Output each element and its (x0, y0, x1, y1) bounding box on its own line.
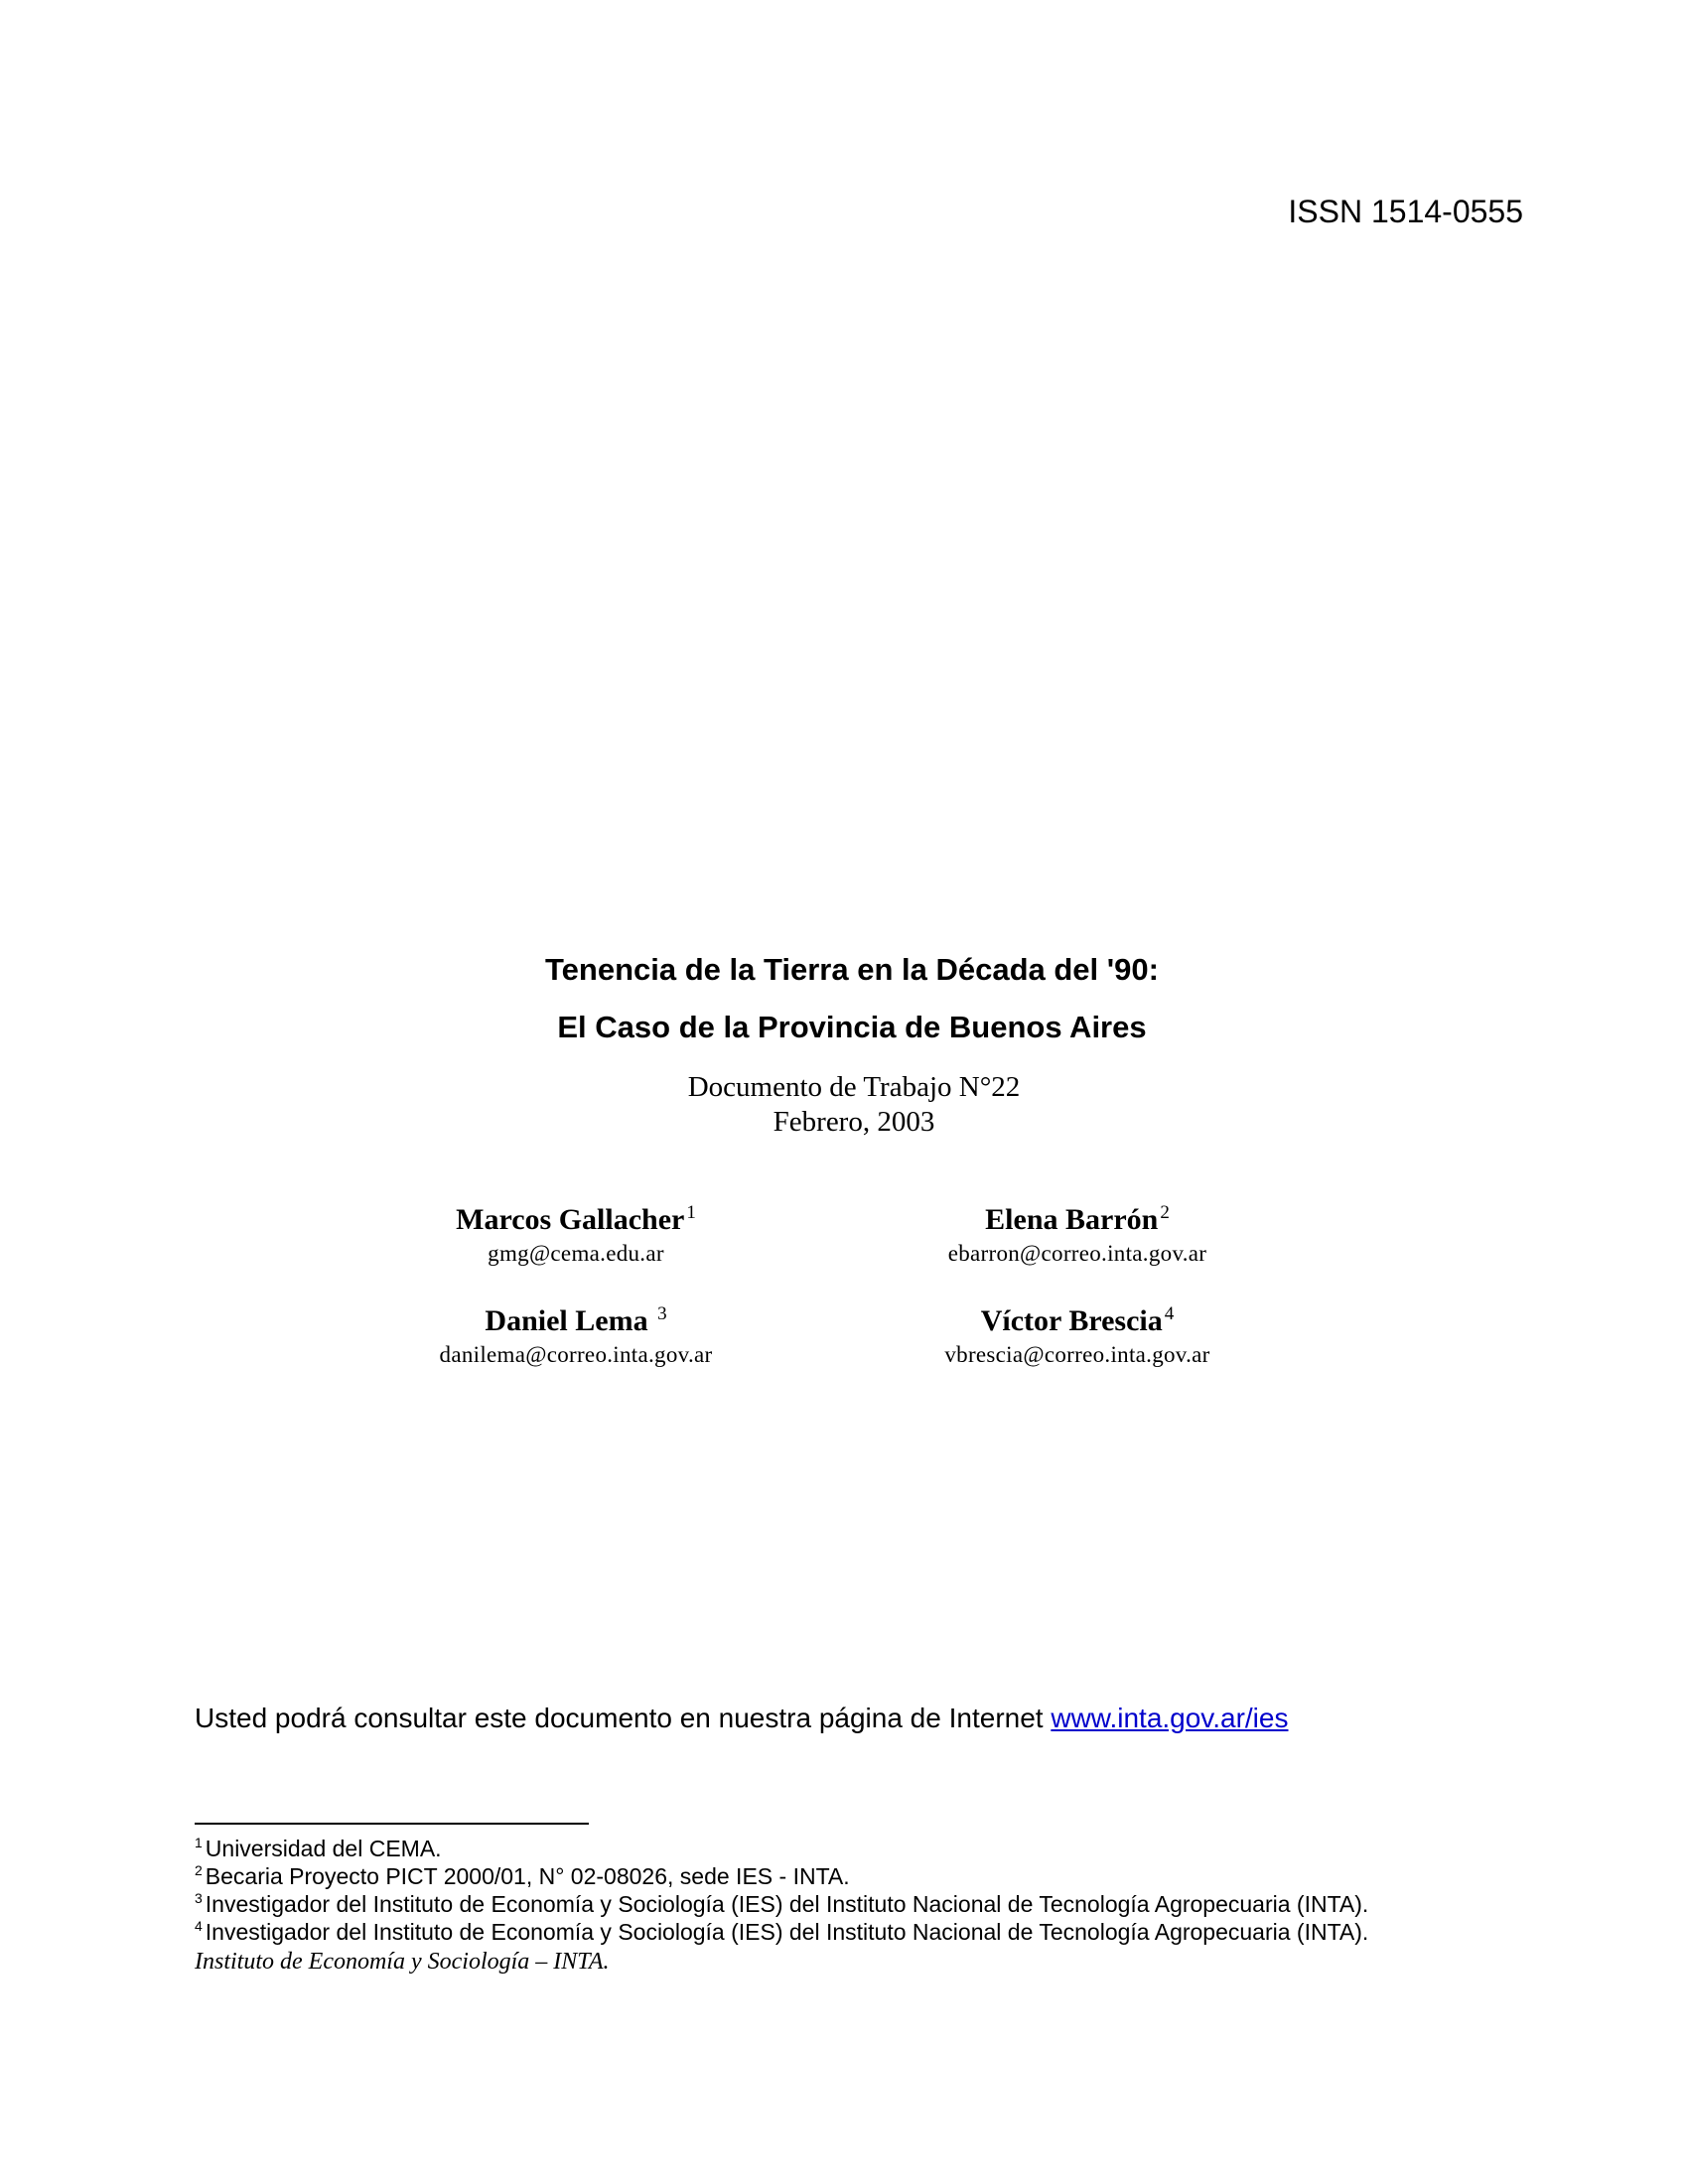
author-email: danilema@correo.inta.gov.ar (439, 1342, 713, 1367)
consult-notice (195, 1703, 1288, 1734)
author-block (869, 1201, 1286, 1269)
footnote-item: $^4$ Investigador del Instituto de Economía y Sociología (IES) del Instituto Nacional de Tecnología Agropecuaria (INTA). (195, 1918, 1369, 1945)
author-name: Daniel Lema $^3$ (485, 1303, 667, 1337)
title-line-2: El Caso de la Provincia de Buenos Aires (557, 1010, 1147, 1044)
title-line-1: Tenencia de la Tierra en la Década del '90: (545, 952, 1159, 987)
footnote-divider (195, 1823, 589, 1825)
footnote-marker: 1 (686, 1202, 696, 1223)
author-block (367, 1302, 784, 1370)
author-name: Víctor Brescia $^4$ (980, 1303, 1175, 1337)
author-email: ebarron@correo.inta.gov.ar (947, 1241, 1207, 1266)
consult-text: Usted podrá consultar este documento en nuestra página de Internet (195, 1703, 1052, 1733)
author-block (367, 1201, 784, 1269)
issn-number: ISSN 1514-0555 (1288, 194, 1523, 229)
footnote-item: $^1$ Universidad del CEMA. (195, 1835, 442, 1861)
publication-date: Febrero, 2003 (773, 1106, 935, 1138)
institute-name: Instituto de Economía y Sociología – INTA. (195, 1949, 610, 1975)
author-name: Marcos Gallacher $^1$ (456, 1202, 696, 1236)
footnote-marker: 3 (657, 1303, 667, 1324)
document-title (0, 941, 1688, 1056)
footnote-item: $^2$ Becaria Proyecto PICT 2000/01, N° 02-08026, sede IES - INTA. (195, 1862, 850, 1889)
footnote-marker: 4 (1164, 1303, 1175, 1324)
author-email: gmg@cema.edu.ar (488, 1241, 664, 1266)
author-name: Elena Barrón $^2$ (985, 1202, 1170, 1236)
footnote-item: $^3$ Investigador del Instituto de Economía y Sociología (IES) del Instituto Nacional de Tecnología Agropecuaria (INTA). (195, 1890, 1369, 1917)
working-paper-number: Documento de Trabajo N°22 (687, 1071, 1021, 1103)
footnote-marker: 2 (1160, 1202, 1170, 1223)
author-email: vbrescia@correo.inta.gov.ar (944, 1342, 1210, 1367)
document-info (0, 1070, 1688, 1140)
footnotes (195, 1835, 1368, 1978)
author-block (869, 1302, 1286, 1370)
website-link[interactable]: www.inta.gov.ar/ies (1051, 1703, 1289, 1733)
